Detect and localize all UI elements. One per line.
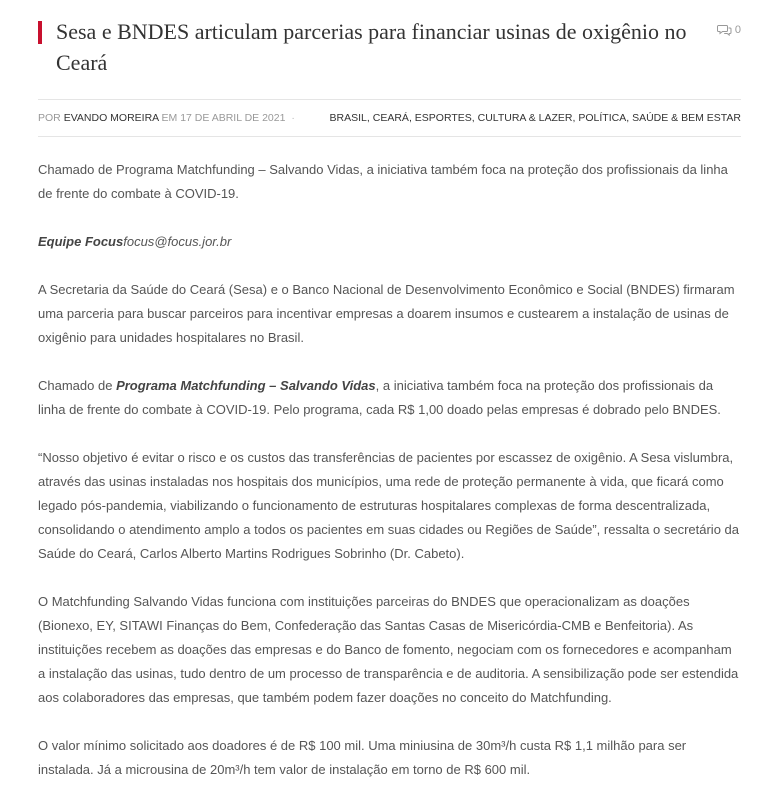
paragraph-2: [38, 374, 741, 422]
post-meta: [38, 111, 741, 125]
author-link[interactable]: EVANDO MOREIRA: [63, 112, 159, 124]
by-label: POR: [38, 112, 61, 124]
comments-link[interactable]: [717, 24, 741, 36]
article-body: [38, 158, 741, 806]
meta-divider-top: [38, 99, 741, 100]
title-row: [38, 0, 741, 84]
paragraph-1: A Secretaria da Saúde do Ceará (Sesa) e o Banco Nacional de Desenvolvimento Econômico e Social (BNDES) firmaram uma parceria para buscar parceiros para incentivar empresas a doarem insumos e custearem a instalação de usinas de oxigênio para unidades hospitalares no Brasil.: [38, 282, 735, 345]
byline: [38, 230, 741, 254]
paragraph-5: O valor mínimo solicitado aos doadores é de R$ 100 mil. Uma miniusina de 30m³/h custa R$ 1,1 milhão para ser instalada. Já a microusina de 20m³/h tem valor de instalação em torno de R$ 600 mil.: [38, 738, 687, 777]
speech-bubbles-icon: [717, 24, 732, 36]
category-link-ceara[interactable]: CEARÁ: [372, 112, 409, 124]
paragraph-3-quote: “Nosso objetivo é evitar o risco e os custos das transferências de pacientes por escassez de oxigênio. A Sesa vislumbra, através das usinas instaladas nos hospitais dos municípios, uma rede de proteção permanente à vida, que ficará como legado pós-pandemia, viabilizando o funcionamento de estruturas hospitalares complexas de forma descentralizada, consolidando o atendimento amplo a todos os pacientes em suas cidades ou Regiões de Saúde”, ressalta o secretário da Saúde do Ceará, Carlos Alberto Martins Rodrigues Sobrinho (Dr. Cabeto).: [38, 450, 739, 561]
post-date: 17 DE ABRIL DE 2021: [180, 112, 286, 124]
byline-name: Equipe Focus: [38, 234, 124, 249]
meta-divider-bottom: [38, 136, 741, 137]
date-prefix: EM: [161, 112, 178, 124]
title-accent-bar: [38, 21, 42, 44]
meta-separator: ·: [291, 112, 295, 124]
category-link-esportes[interactable]: ESPORTES, CULTURA & LAZER: [414, 112, 573, 124]
paragraph-4: O Matchfunding Salvando Vidas funciona com instituições parceiras do BNDES que operacionalizam as doações (Bionexo, EY, SITAWI Finanças do Bem, Confederação das Santas Casas de Misericórdia-CMB e Benfeitoria). As instituições recebem as doações das empresas e do Banco de fomento, negociam com os fornecedores e acompanham a instalação das usinas, tudo dentro de um processo de transparência e de auditoria. A sensibilização pode ser estendida aos colaboradores das empresas, que também podem fazer doações no conceito do Matchfunding.: [38, 594, 739, 705]
article: [38, 0, 741, 777]
byline-email: focus@focus.jor.br: [123, 234, 232, 249]
program-name: Programa Matchfunding – Salvando Vidas: [116, 378, 376, 393]
category-link-brasil[interactable]: BRASIL: [329, 112, 367, 124]
lead-paragraph: Chamado de Programa Matchfunding – Salvando Vidas, a iniciativa também foca na proteção dos profissionais da linha de frente do combate à COVID-19.: [38, 162, 728, 201]
category-link-politica[interactable]: POLÍTICA: [578, 112, 627, 124]
page-title: Sesa e BNDES articulam parcerias para financiar usinas de oxigênio no Ceará: [56, 19, 687, 75]
paragraph-2-start: Chamado de: [38, 378, 117, 393]
paragraph-2-end: , a iniciativa também foca na proteção dos profissionais da linha de frente do combate à COVID-19. Pelo programa, cada R$ 1,00 doado pelas empresas é dobrado pelo BNDES.: [38, 378, 721, 417]
category-link-saude[interactable]: SAÚDE & BEM ESTAR: [632, 112, 741, 124]
comment-count: 0: [734, 24, 741, 36]
category-list: BRASIL, CEARÁ, ESPORTES, CULTURA & LAZER, POLÍTICA, SAÚDE & BEM ESTAR: [329, 112, 741, 124]
